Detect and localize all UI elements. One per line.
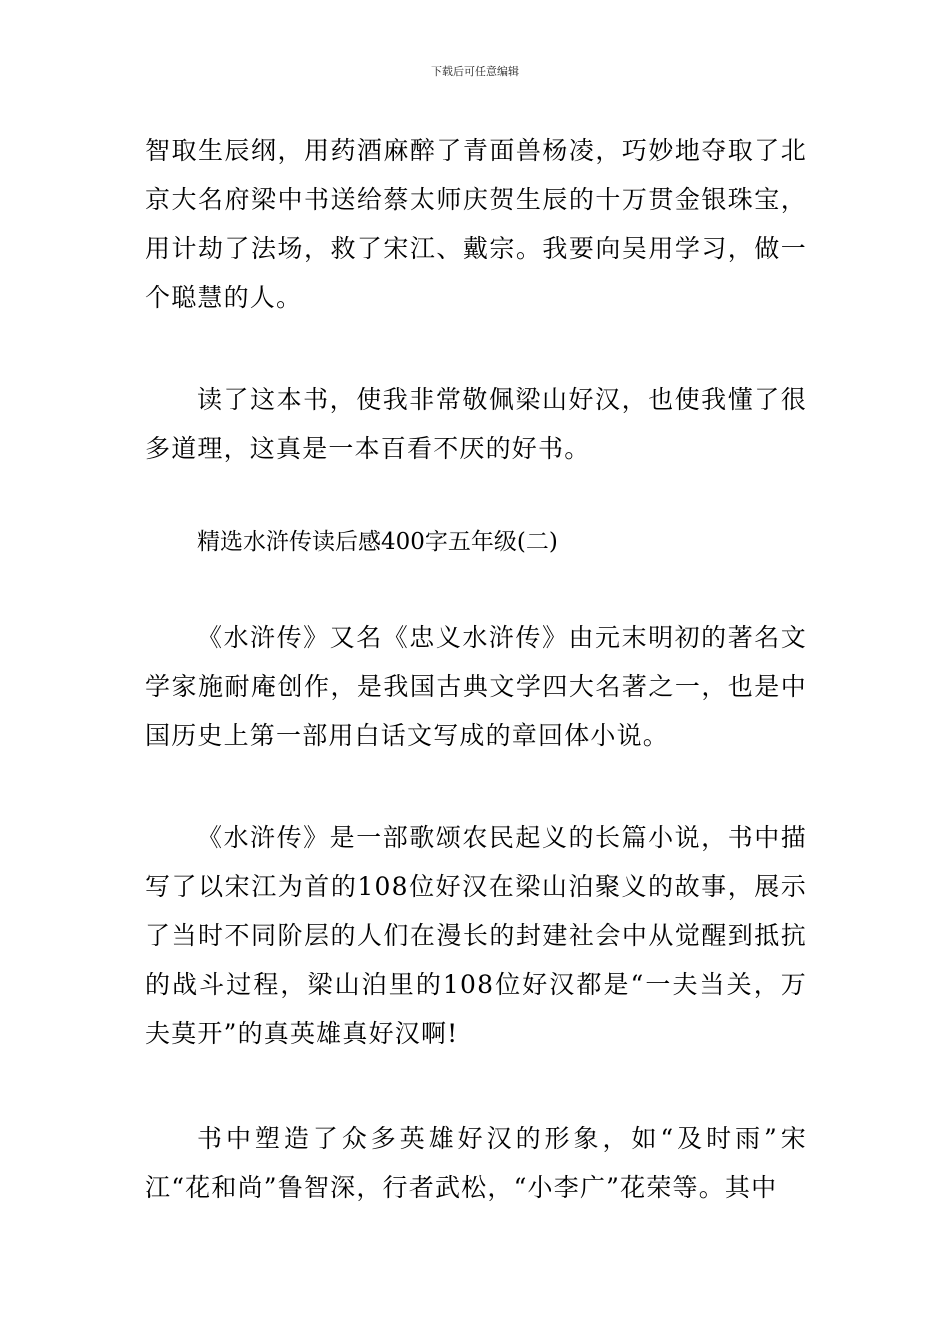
paragraph-intro: 《水浒传》又名《忠义水浒传》由元末明初的著名文学家施耐庵创作，是我国古典文学四大名著之一，也是中国历史上第一部用白话文写成的章回体小说。 bbox=[145, 623, 807, 750]
paragraph-wu-yong: 智取生辰纲，用药酒麻醉了青面兽杨凌，巧妙地夺取了北京大名府梁中书送给蔡太师庆贺生辰的十万贯金银珠宝，用计劫了法场，救了宋江、戴宗。我要向吴用学习，做一个聪慧的人。 bbox=[145, 136, 807, 312]
page-header: 下载后可任意编辑 bbox=[431, 65, 519, 78]
paragraph-conclusion: 读了这本书，使我非常敬佩梁山好汉，也使我懂了很多道理，这真是一本百看不厌的好书。 bbox=[145, 385, 807, 463]
paragraph-summary: 《水浒传》是一部歌颂农民起义的长篇小说，书中描写了以宋江为首的108位好汉在梁山泊聚义的故事，展示了当时不同阶层的人们在漫长的封建社会中从觉醒到抵抗的战斗过程，梁山泊里的108位好汉都是“一夫当关，万夫莫开”的真英雄真好汉啊! bbox=[145, 823, 807, 1048]
document-body bbox=[145, 126, 807, 1212]
paragraph-heroes: 书中塑造了众多英雄好汉的形象，如“及时雨”宋江“花和尚”鲁智深，行者武松，“小李广”花荣等。其中 bbox=[145, 1124, 807, 1202]
section-title: 精选水浒传读后感400字五年级(二) bbox=[197, 529, 558, 555]
